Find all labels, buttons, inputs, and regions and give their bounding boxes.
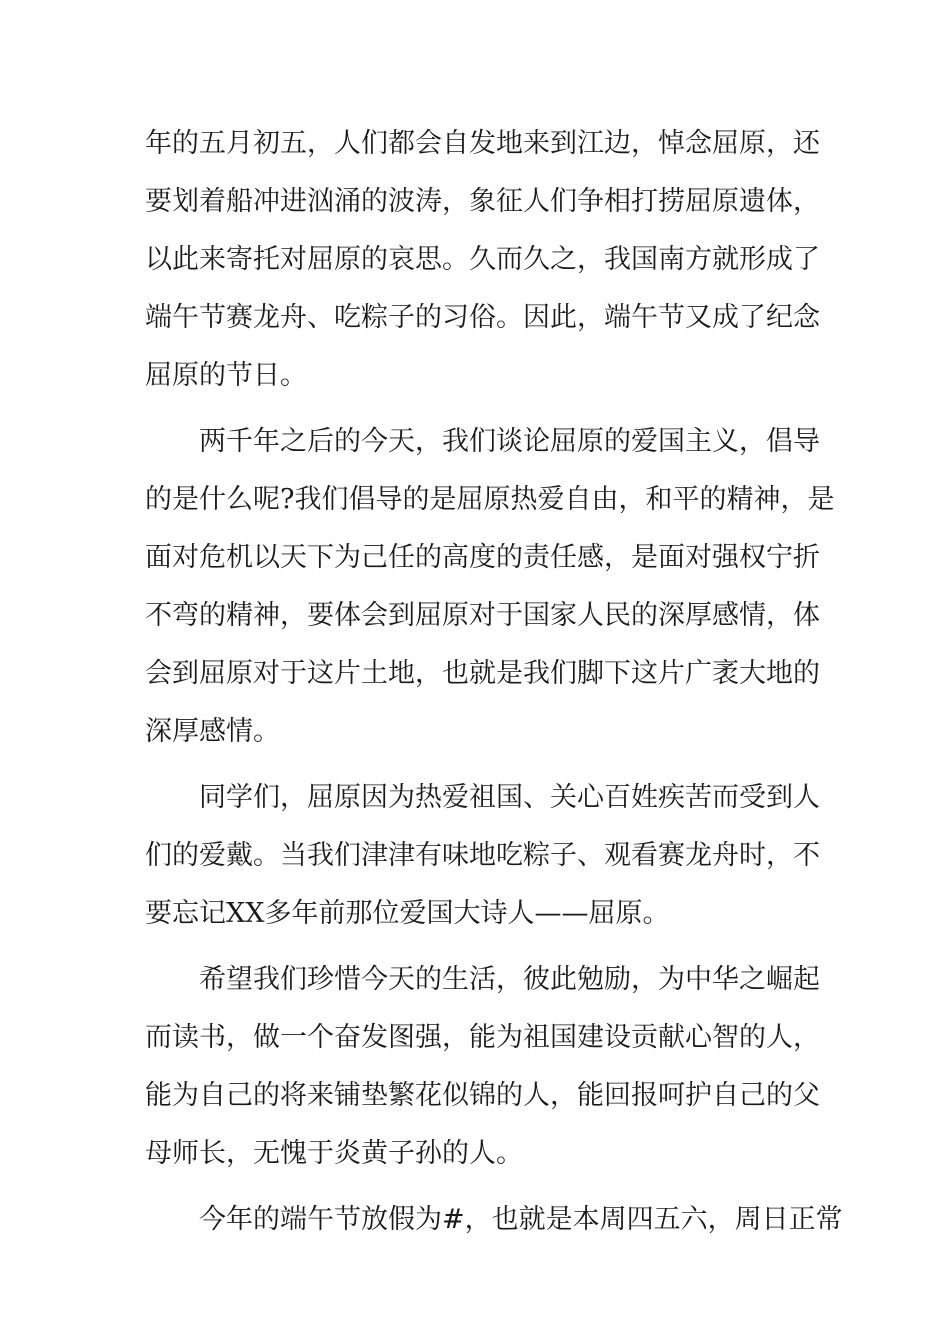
text-line: 希望我们珍惜今天的生活，彼此勉励，为中华之崛起 [199, 964, 820, 995]
text-line: 不弯的精神，要体会到屈原对于国家人民的深厚感情，体 [145, 600, 820, 631]
paragraph [145, 115, 820, 405]
paragraph [145, 1191, 843, 1249]
text-line: 能为自己的将来铺垫繁花似锦的人，能回报呵护自己的父 [145, 1080, 820, 1111]
text-line: 屈原的节日。 [145, 360, 307, 391]
text-line: 母师长，无愧于炎黄子孙的人。 [145, 1138, 523, 1169]
text-line: 以此来寄托对屈原的哀思。久而久之，我国南方就形成了 [145, 244, 820, 275]
text-line: 端午节赛龙舟、吃粽子的习俗。因此，端午节又成了纪念 [145, 302, 820, 333]
text-line: 今年的端午节放假为#，也就是本周四五六，周日正常 [199, 1204, 843, 1235]
text-line: 们的爱戴。当我们津津有味地吃粽子、观看赛龙舟时，不 [145, 840, 820, 871]
text-line: 面对危机以天下为己任的高度的责任感，是面对强权宁折 [145, 542, 820, 573]
text-line: 的是什么呢?我们倡导的是屈原热爱自由，和平的精神，是 [145, 484, 835, 515]
text-line: 年的五月初五，人们都会自发地来到江边，悼念屈原，还 [145, 128, 820, 159]
paragraph [145, 769, 820, 943]
body-text [145, 115, 843, 1249]
text-line: 两千年之后的今天，我们谈论屈原的爱国主义，倡导 [199, 426, 820, 457]
text-line: 要划着船冲进汹涌的波涛，象征人们争相打捞屈原遗体， [145, 186, 820, 217]
paragraph [145, 951, 820, 1183]
text-line: 深厚感情。 [145, 716, 280, 747]
text-line: 同学们，屈原因为热爱祖国、关心百姓疾苦而受到人 [199, 782, 820, 813]
text-line: 而读书，做一个奋发图强，能为祖国建设贡献心智的人， [145, 1022, 820, 1053]
text-line: 会到屈原对于这片土地，也就是我们脚下这片广袤大地的 [145, 658, 820, 689]
paragraph [145, 413, 835, 761]
text-line: 要忘记XX多年前那位爱国大诗人——屈原。 [145, 898, 670, 929]
